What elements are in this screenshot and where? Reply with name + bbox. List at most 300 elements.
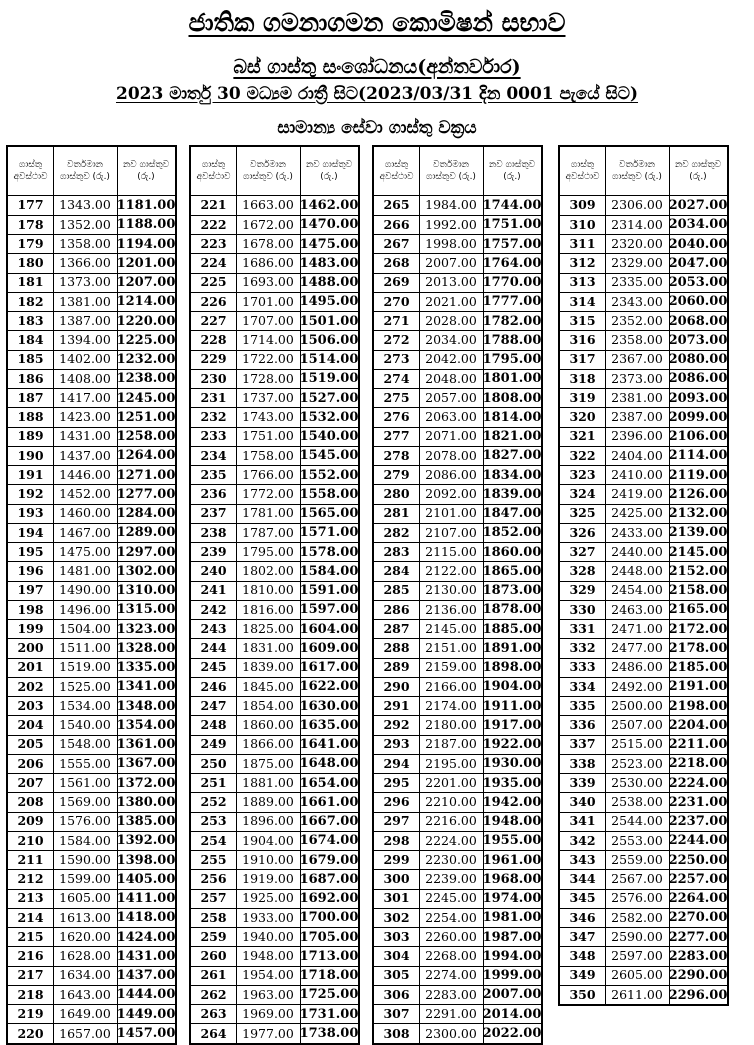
current-fare-cell: 1467.00: [59, 524, 111, 540]
stage-cell: 305: [383, 967, 410, 983]
table-row: [191, 235, 358, 254]
new-fare-cell: 1251.00: [116, 409, 176, 425]
current-fare-cell: 1394.00: [59, 332, 111, 348]
new-fare-cell: 1713.00: [299, 948, 359, 964]
stage-cell: 285: [383, 582, 410, 598]
current-fare-cell: 1714.00: [242, 332, 294, 348]
new-fare-cell: 1777.00: [482, 294, 542, 310]
stage-cell: 253: [200, 813, 227, 829]
table-row: [374, 813, 541, 832]
stage-cell: 205: [17, 736, 44, 752]
current-fare-cell: 1810.00: [242, 582, 294, 598]
current-fare-cell: 2300.00: [425, 1025, 477, 1041]
table-row: [560, 428, 727, 447]
stage-cell: 245: [200, 659, 227, 675]
current-fare-cell: 2254.00: [425, 909, 477, 925]
table-row: [191, 466, 358, 485]
current-fare-cell: 2071.00: [425, 428, 477, 444]
stage-cell: 313: [569, 274, 596, 290]
stage-cell: 322: [569, 447, 596, 463]
stage-cell: 239: [200, 543, 227, 559]
stage-cell: 220: [17, 1025, 44, 1041]
stage-cell: 294: [383, 755, 410, 771]
new-fare-cell: 1348.00: [116, 698, 176, 714]
stage-cell: 195: [17, 543, 44, 559]
new-fare-cell: 1865.00: [482, 563, 542, 579]
new-fare-cell: 1310.00: [116, 583, 176, 599]
stage-cell: 320: [569, 409, 596, 425]
new-fare-cell: 1770.00: [482, 275, 542, 291]
table-row: [191, 716, 358, 735]
stage-cell: 226: [200, 293, 227, 309]
new-fare-cell: 2139.00: [668, 525, 728, 541]
table-row: [560, 620, 727, 639]
current-fare-column-header: වර්තමාන ගාස්තුව (රු.): [612, 160, 662, 182]
stage-cell: 278: [383, 447, 410, 463]
table-row: [560, 485, 727, 504]
new-fare-cell: 1284.00: [116, 506, 176, 522]
current-fare-cell: 2107.00: [425, 524, 477, 540]
stage-cell: 200: [17, 640, 44, 656]
new-fare-cell: 2080.00: [668, 352, 728, 368]
current-fare-cell: 2463.00: [611, 601, 663, 617]
table-row: [191, 909, 358, 928]
table-row: [8, 389, 175, 408]
new-fare-cell: 1935.00: [482, 775, 542, 791]
table-row: [191, 485, 358, 504]
current-fare-cell: 2582.00: [611, 909, 663, 925]
new-fare-cell: 1974.00: [482, 891, 542, 907]
new-fare-cell: 1795.00: [482, 352, 542, 368]
current-fare-cell: 2507.00: [611, 717, 663, 733]
table-row: [8, 254, 175, 273]
stage-cell: 243: [200, 620, 227, 636]
stage-cell: 309: [569, 197, 596, 213]
new-fare-cell: 2060.00: [668, 294, 728, 310]
stage-cell: 194: [17, 524, 44, 540]
new-fare-cell: 2014.00: [482, 1006, 542, 1022]
current-fare-cell: 1672.00: [242, 216, 294, 232]
current-fare-cell: 2605.00: [611, 967, 663, 983]
table-row: [374, 331, 541, 350]
table-row: [8, 793, 175, 812]
new-fare-cell: 1431.00: [116, 948, 176, 964]
current-fare-cell: 1431.00: [59, 428, 111, 444]
table-row: [8, 697, 175, 716]
current-fare-cell: 1758.00: [242, 447, 294, 463]
new-fare-cell: 1725.00: [299, 987, 359, 1003]
current-fare-cell: 2358.00: [611, 332, 663, 348]
table-row: [374, 986, 541, 1005]
new-fare-column-header: නව ගාස්තුව (රු.): [488, 160, 536, 182]
table-row: [191, 659, 358, 678]
current-fare-cell: 1490.00: [59, 582, 111, 598]
new-fare-cell: 1424.00: [116, 929, 176, 945]
current-fare-column-header: වර්තමාන ගාස්තුව (රු.): [60, 160, 110, 182]
table-row: [191, 928, 358, 947]
table-row: [374, 755, 541, 774]
stage-cell: 296: [383, 794, 410, 810]
table-row: [560, 216, 727, 235]
current-fare-cell: 2130.00: [425, 582, 477, 598]
new-fare-cell: 1341.00: [116, 679, 176, 695]
new-fare-cell: 2093.00: [668, 390, 728, 406]
new-fare-cell: 1667.00: [299, 814, 359, 830]
new-fare-cell: 1181.00: [116, 198, 176, 214]
table-row: [560, 543, 727, 562]
stage-cell: 348: [569, 948, 596, 964]
stage-cell: 340: [569, 794, 596, 810]
current-fare-cell: 1452.00: [59, 486, 111, 502]
new-fare-cell: 1519.00: [299, 371, 359, 387]
stage-cell: 321: [569, 428, 596, 444]
current-fare-cell: 1643.00: [59, 986, 111, 1002]
stage-cell: 262: [200, 986, 227, 1002]
stage-cell: 197: [17, 582, 44, 598]
table-row: [8, 428, 175, 447]
current-fare-cell: 2486.00: [611, 659, 663, 675]
stage-cell: 264: [200, 1025, 227, 1041]
current-fare-cell: 2367.00: [611, 351, 663, 367]
stage-cell: 249: [200, 736, 227, 752]
table-header-row: [8, 147, 175, 196]
new-fare-cell: 2296.00: [668, 987, 728, 1003]
new-fare-cell: 2237.00: [668, 814, 728, 830]
new-fare-cell: 1361.00: [116, 737, 176, 753]
current-fare-cell: 1678.00: [242, 235, 294, 251]
table-row: [374, 697, 541, 716]
current-fare-cell: 2448.00: [611, 563, 663, 579]
new-fare-cell: 1622.00: [299, 679, 359, 695]
stage-cell: 343: [569, 851, 596, 867]
stage-cell: 219: [17, 1005, 44, 1021]
current-fare-cell: 1534.00: [59, 697, 111, 713]
table-row: [374, 793, 541, 812]
stage-cell: 336: [569, 717, 596, 733]
stage-cell: 295: [383, 774, 410, 790]
new-fare-cell: 1392.00: [116, 833, 176, 849]
stage-cell: 327: [569, 543, 596, 559]
stage-cell: 339: [569, 774, 596, 790]
stage-cell: 318: [569, 370, 596, 386]
new-fare-cell: 2224.00: [668, 775, 728, 791]
table-row: [374, 736, 541, 755]
stage-cell: 230: [200, 370, 227, 386]
new-fare-cell: 1955.00: [482, 833, 542, 849]
current-fare-cell: 1940.00: [242, 928, 294, 944]
new-fare-cell: 1692.00: [299, 891, 359, 907]
table-row: [191, 774, 358, 793]
new-fare-cell: 1922.00: [482, 737, 542, 753]
table-row: [560, 813, 727, 832]
current-fare-cell: 1743.00: [242, 409, 294, 425]
new-fare-cell: 1821.00: [482, 429, 542, 445]
table-row: [191, 832, 358, 851]
table-row: [560, 312, 727, 331]
current-fare-cell: 1845.00: [242, 678, 294, 694]
new-fare-cell: 2231.00: [668, 794, 728, 810]
stage-cell: 248: [200, 717, 227, 733]
current-fare-column-header: වර්තමාන ගාස්තුව (රු.): [243, 160, 293, 182]
new-fare-cell: 1315.00: [116, 602, 176, 618]
stage-cell: 236: [200, 486, 227, 502]
new-fare-cell: 1335.00: [116, 660, 176, 676]
new-fare-cell: 1245.00: [116, 390, 176, 406]
new-fare-cell: 1604.00: [299, 621, 359, 637]
new-fare-cell: 2145.00: [668, 544, 728, 560]
table-row: [8, 678, 175, 697]
new-fare-cell: 1705.00: [299, 929, 359, 945]
current-fare-cell: 1657.00: [59, 1025, 111, 1041]
fare-table: [189, 145, 360, 1045]
current-fare-cell: 1402.00: [59, 351, 111, 367]
stage-cell: 216: [17, 948, 44, 964]
new-fare-cell: 1597.00: [299, 602, 359, 618]
table-row: [8, 1024, 175, 1043]
table-row: [8, 505, 175, 524]
table-row: [8, 967, 175, 986]
table-row: [560, 351, 727, 370]
stage-cell: 202: [17, 678, 44, 694]
table-row: [191, 524, 358, 543]
current-fare-cell: 2553.00: [611, 832, 663, 848]
new-fare-cell: 1302.00: [116, 563, 176, 579]
new-fare-cell: 1942.00: [482, 794, 542, 810]
new-fare-cell: 1987.00: [482, 929, 542, 945]
table-row: [560, 197, 727, 216]
current-fare-cell: 2166.00: [425, 678, 477, 694]
new-fare-cell: 1687.00: [299, 871, 359, 887]
new-fare-cell: 1385.00: [116, 814, 176, 830]
stage-cell: 287: [383, 620, 410, 636]
table-row: [8, 485, 175, 504]
new-fare-cell: 1194.00: [116, 236, 176, 252]
current-fare-cell: 2021.00: [425, 293, 477, 309]
stage-cell: 209: [17, 813, 44, 829]
stage-cell: 335: [569, 697, 596, 713]
table-row: [8, 736, 175, 755]
new-fare-cell: 2244.00: [668, 833, 728, 849]
table-row: [8, 870, 175, 889]
current-fare-cell: 2306.00: [611, 197, 663, 213]
new-fare-cell: 1238.00: [116, 371, 176, 387]
stage-column-header: ගාස්තු අවස්ථාව: [565, 160, 600, 182]
table-row: [560, 601, 727, 620]
current-fare-cell: 2007.00: [425, 255, 477, 271]
new-fare-cell: 2099.00: [668, 409, 728, 425]
stage-cell: 180: [17, 255, 44, 271]
new-fare-cell: 1584.00: [299, 563, 359, 579]
new-fare-cell: 1405.00: [116, 871, 176, 887]
current-fare-cell: 1437.00: [59, 447, 111, 463]
current-fare-cell: 2216.00: [425, 813, 477, 829]
stage-cell: 215: [17, 928, 44, 944]
stage-cell: 252: [200, 794, 227, 810]
new-fare-cell: 1738.00: [299, 1026, 359, 1042]
table-row: [191, 408, 358, 427]
stage-cell: 324: [569, 486, 596, 502]
fare-table: [558, 145, 729, 1006]
current-fare-cell: 1998.00: [425, 235, 477, 251]
new-fare-cell: 1788.00: [482, 332, 542, 348]
table-row: [8, 312, 175, 331]
stage-cell: 316: [569, 332, 596, 348]
stage-cell: 344: [569, 871, 596, 887]
new-fare-cell: 2073.00: [668, 332, 728, 348]
current-fare-cell: 1795.00: [242, 543, 294, 559]
stage-cell: 270: [383, 293, 410, 309]
current-fare-cell: 1387.00: [59, 312, 111, 328]
table-row: [191, 293, 358, 312]
effective-date: 2023 මාර්තු 30 මධ්‍යම රාත්‍රී සිට(2023/03/31 දින 0001 පැයේ සිට): [115, 84, 639, 104]
new-fare-cell: 1506.00: [299, 332, 359, 348]
stage-cell: 179: [17, 235, 44, 251]
current-fare-cell: 1984.00: [425, 197, 477, 213]
current-fare-cell: 2092.00: [425, 486, 477, 502]
table-row: [560, 389, 727, 408]
current-fare-column-header: වර්තමාන ගාස්තුව (රු.): [426, 160, 476, 182]
table-row: [374, 216, 541, 235]
current-fare-cell: 1737.00: [242, 389, 294, 405]
table-row: [191, 370, 358, 389]
table-row: [8, 909, 175, 928]
table-row: [560, 909, 727, 928]
stage-cell: 271: [383, 312, 410, 328]
stage-cell: 274: [383, 370, 410, 386]
current-fare-cell: 1881.00: [242, 774, 294, 790]
new-fare-cell: 2172.00: [668, 621, 728, 637]
stage-cell: 193: [17, 505, 44, 521]
table-row: [191, 216, 358, 235]
new-fare-cell: 1372.00: [116, 775, 176, 791]
stage-cell: 328: [569, 563, 596, 579]
current-fare-cell: 2028.00: [425, 312, 477, 328]
table-row: [191, 851, 358, 870]
new-fare-cell: 1782.00: [482, 313, 542, 329]
current-fare-cell: 2419.00: [611, 486, 663, 502]
stage-cell: 325: [569, 505, 596, 521]
stage-cell: 228: [200, 332, 227, 348]
stage-cell: 323: [569, 466, 596, 482]
table-row: [191, 197, 358, 216]
table-row: [8, 928, 175, 947]
current-fare-cell: 2590.00: [611, 928, 663, 944]
new-fare-cell: 1674.00: [299, 833, 359, 849]
new-fare-cell: 1591.00: [299, 583, 359, 599]
stage-cell: 207: [17, 774, 44, 790]
new-fare-cell: 1571.00: [299, 525, 359, 541]
new-fare-cell: 1885.00: [482, 621, 542, 637]
table-row: [191, 312, 358, 331]
current-fare-cell: 1366.00: [59, 255, 111, 271]
stage-cell: 187: [17, 389, 44, 405]
stage-cell: 231: [200, 389, 227, 405]
new-fare-cell: 1839.00: [482, 486, 542, 502]
current-fare-cell: 1766.00: [242, 466, 294, 482]
stage-cell: 178: [17, 216, 44, 232]
table-row: [8, 524, 175, 543]
current-fare-cell: 2274.00: [425, 967, 477, 983]
current-fare-cell: 1373.00: [59, 274, 111, 290]
table-row: [8, 986, 175, 1005]
stage-cell: 350: [569, 987, 596, 1003]
new-fare-cell: 1911.00: [482, 698, 542, 714]
table-row: [191, 428, 358, 447]
current-fare-cell: 2195.00: [425, 755, 477, 771]
table-row: [374, 389, 541, 408]
current-fare-cell: 2538.00: [611, 794, 663, 810]
current-fare-cell: 1896.00: [242, 813, 294, 829]
current-fare-cell: 2115.00: [425, 543, 477, 559]
stage-cell: 338: [569, 755, 596, 771]
stage-cell: 201: [17, 659, 44, 675]
current-fare-cell: 2245.00: [425, 890, 477, 906]
current-fare-cell: 2425.00: [611, 505, 663, 521]
document-title: [0, 8, 754, 38]
current-fare-cell: 1569.00: [59, 794, 111, 810]
stage-cell: 186: [17, 370, 44, 386]
stage-cell: 272: [383, 332, 410, 348]
new-fare-cell: 2132.00: [668, 506, 728, 522]
table-row: [374, 274, 541, 293]
current-fare-cell: 1722.00: [242, 351, 294, 367]
table-row: [8, 601, 175, 620]
new-fare-cell: 1411.00: [116, 891, 176, 907]
new-fare-cell: 2264.00: [668, 891, 728, 907]
current-fare-cell: 2471.00: [611, 620, 663, 636]
stage-cell: 247: [200, 697, 227, 713]
stage-cell: 289: [383, 659, 410, 675]
current-fare-cell: 2352.00: [611, 312, 663, 328]
new-fare-cell: 1801.00: [482, 371, 542, 387]
new-fare-cell: 1891.00: [482, 640, 542, 656]
stage-cell: 300: [383, 871, 410, 887]
new-fare-cell: 2198.00: [668, 698, 728, 714]
current-fare-cell: 1649.00: [59, 1005, 111, 1021]
current-fare-cell: 1948.00: [242, 948, 294, 964]
new-fare-cell: 1449.00: [116, 1006, 176, 1022]
current-fare-cell: 1781.00: [242, 505, 294, 521]
stage-cell: 222: [200, 216, 227, 232]
fare-table: [6, 145, 177, 1045]
table-row: [374, 197, 541, 216]
stage-cell: 333: [569, 659, 596, 675]
current-fare-cell: 2440.00: [611, 543, 663, 559]
current-fare-cell: 2396.00: [611, 428, 663, 444]
current-fare-cell: 1628.00: [59, 948, 111, 964]
new-fare-cell: 1731.00: [299, 1006, 359, 1022]
new-fare-cell: 1225.00: [116, 332, 176, 348]
current-fare-cell: 2335.00: [611, 274, 663, 290]
stage-cell: 227: [200, 312, 227, 328]
new-fare-cell: 1834.00: [482, 467, 542, 483]
table-row: [374, 928, 541, 947]
stage-cell: 276: [383, 409, 410, 425]
table-row: [560, 870, 727, 889]
new-fare-cell: 2022.00: [482, 1026, 542, 1042]
new-fare-cell: 1418.00: [116, 910, 176, 926]
new-fare-cell: 1271.00: [116, 467, 176, 483]
current-fare-cell: 2373.00: [611, 370, 663, 386]
table-header-row: [191, 147, 358, 196]
new-fare-cell: 1751.00: [482, 217, 542, 233]
new-fare-cell: 2283.00: [668, 948, 728, 964]
new-fare-cell: 1948.00: [482, 814, 542, 830]
table-row: [374, 447, 541, 466]
stage-cell: 184: [17, 332, 44, 348]
table-row: [191, 736, 358, 755]
current-fare-cell: 2454.00: [611, 582, 663, 598]
